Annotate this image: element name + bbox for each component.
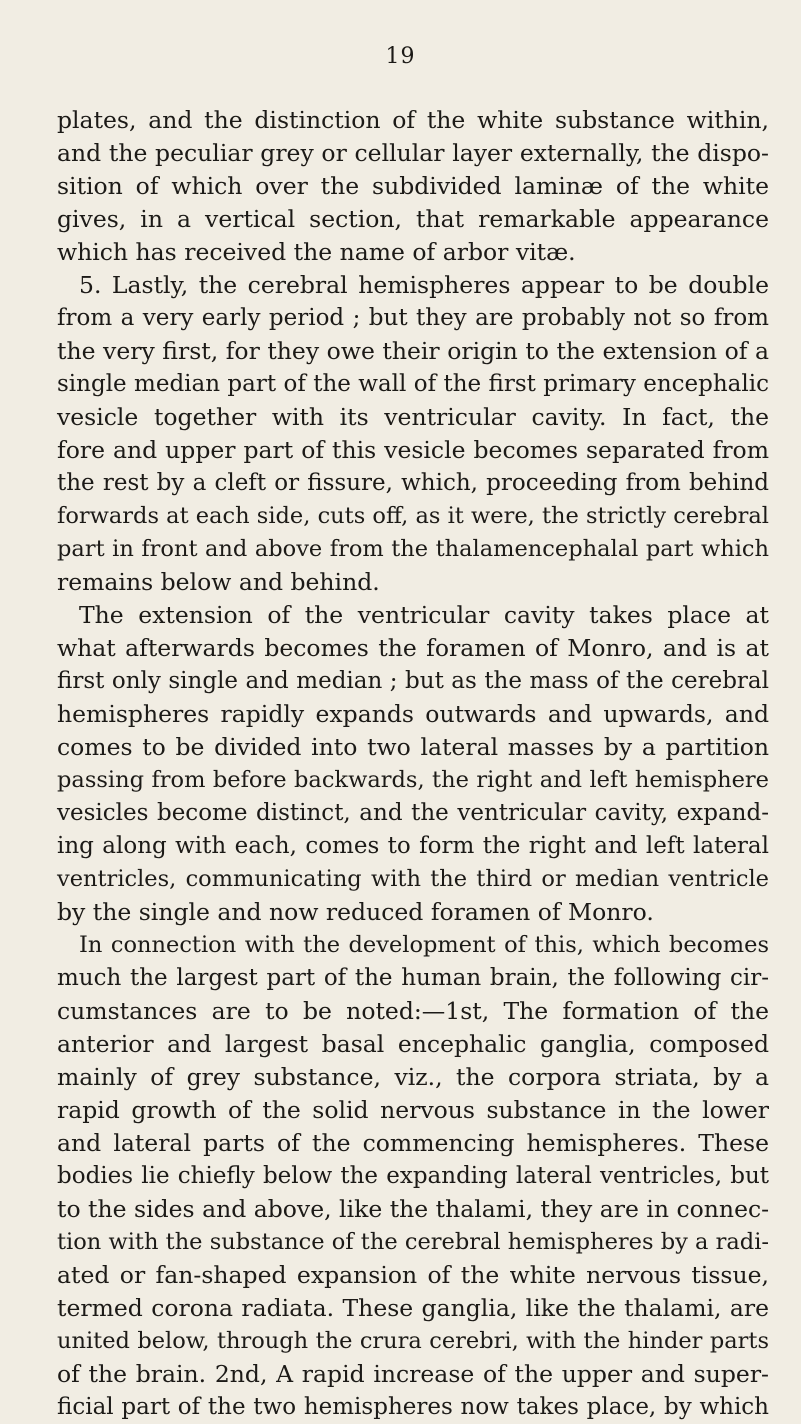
text-line: united below, through the crura cerebri, with the hinder parts xyxy=(57,1328,769,1354)
text-line: and lateral parts of the commencing hemispheres. These xyxy=(57,1129,769,1157)
text-line: passing from before backwards, the right and left hemisphere xyxy=(57,767,769,793)
text-line: remains below and behind. xyxy=(57,568,380,596)
text-line: from a very early period ; but they are probably not so from xyxy=(57,305,769,331)
text-line: comes to be divided into two lateral masses by a partition xyxy=(57,733,769,761)
text-line: anterior and largest basal encephalic ganglia, composed xyxy=(57,1030,769,1058)
text-line: tion with the substance of the cerebral hemispheres by a radi- xyxy=(57,1229,769,1255)
text-line: to the sides and above, like the thalami, they are in connec- xyxy=(57,1195,770,1223)
body-text xyxy=(57,104,769,1424)
text-line: ventricles, communicating with the third or median ventricle xyxy=(57,866,769,892)
text-line: plates, and the distinction of the white substance within, xyxy=(57,106,769,134)
text-line: termed corona radiata. These ganglia, like the thalami, are xyxy=(57,1294,769,1322)
text-line: 5. Lastly, the cerebral hemispheres appear to be double xyxy=(79,271,769,299)
text-line: what afterwards becomes the foramen of Monro, and is at xyxy=(57,634,769,662)
text-line: the very first, for they owe their origin to the extension of a xyxy=(57,337,769,365)
text-line: In connection with the development of this, which becomes xyxy=(79,932,769,958)
text-line: sition of which over the subdivided laminæ of the white xyxy=(57,172,769,200)
page-number: 19 xyxy=(385,44,416,69)
text-line: which has received the name of arbor vitæ. xyxy=(57,238,576,266)
text-line: single median part of the wall of the first primary encephalic xyxy=(57,371,769,397)
text-line: by the single and now reduced foramen of Monro. xyxy=(57,898,654,926)
text-line: mainly of grey substance, viz., the corpora striata, by a xyxy=(57,1063,769,1091)
text-line: ing along with each, comes to form the right and left lateral xyxy=(57,833,769,859)
text-line: part in front and above from the thalamencephalal part which xyxy=(57,536,769,562)
text-line: hemispheres rapidly expands outwards and upwards, and xyxy=(57,700,769,728)
text-line: much the largest part of the human brain, the following cir- xyxy=(57,965,769,991)
text-line: forwards at each side, cuts off, as it were, the strictly cerebral xyxy=(57,503,769,529)
text-line: the rest by a cleft or fissure, which, proceeding from behind xyxy=(57,470,769,496)
text-line: vesicle together with its ventricular cavity. In fact, the xyxy=(57,403,769,431)
text-line: cumstances are to be noted:—1st, The formation of the xyxy=(57,997,769,1025)
text-line: bodies lie chiefly below the expanding lateral ventricles, but xyxy=(57,1163,769,1189)
text-line: rapid growth of the solid nervous substance in the lower xyxy=(57,1096,769,1124)
text-line: first only single and median ; but as the mass of the cerebral xyxy=(57,668,769,694)
text-line: ated or fan-shaped expansion of the white nervous tissue, xyxy=(57,1261,769,1289)
text-line: The extension of the ventricular cavity takes place at xyxy=(79,601,769,629)
text-line: fore and upper part of this vesicle becomes separated from xyxy=(57,436,769,464)
text-line: ficial part of the two hemispheres now takes place, by which xyxy=(57,1394,769,1420)
text-line: vesicles become distinct, and the ventricular cavity, expand- xyxy=(57,800,769,826)
text-line: and the peculiar grey or cellular layer externally, the dispo- xyxy=(57,139,769,167)
text-line: of the brain. 2nd, A rapid increase of the upper and super- xyxy=(57,1360,769,1388)
text-line: gives, in a vertical section, that remarkable appearance xyxy=(57,205,769,233)
